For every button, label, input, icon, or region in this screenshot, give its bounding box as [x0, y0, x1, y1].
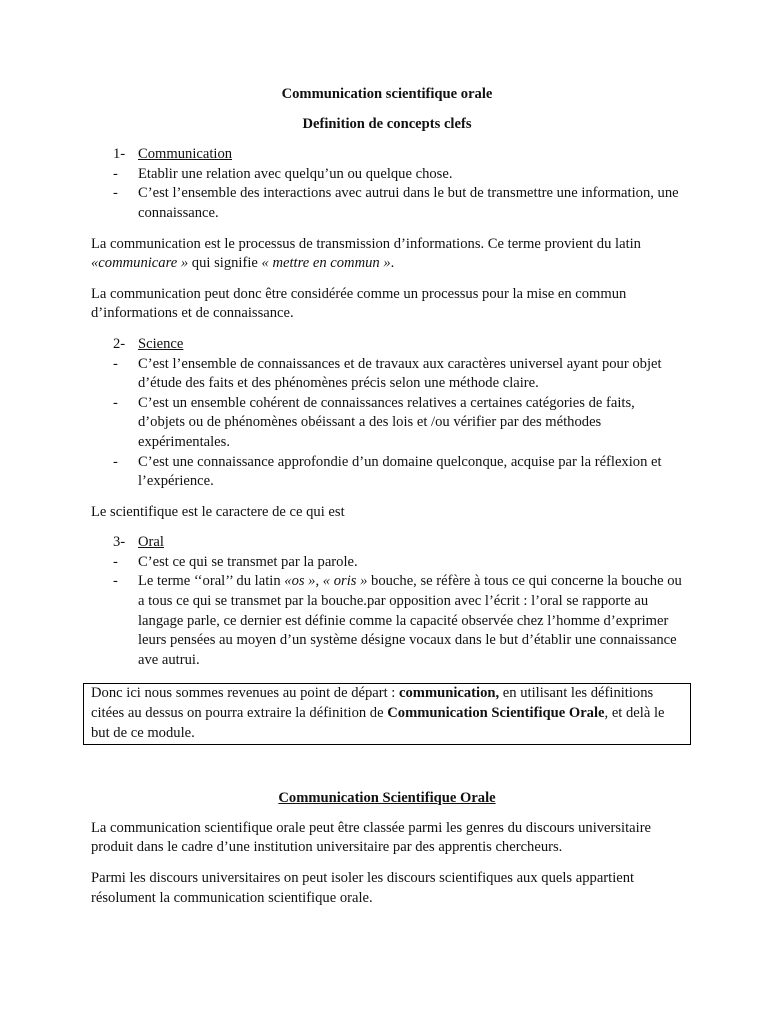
- text-run: , et delà le but de ce module.: [91, 705, 665, 741]
- text-run-italic: « oris »: [322, 573, 368, 590]
- text-run: Donc ici nous sommes revenues au point de départ :: [91, 685, 400, 702]
- text-run-italic: « mettre en commun »: [261, 255, 391, 272]
- section-heading-oral: [113, 533, 683, 553]
- list-item: - Etablir une relation avec quelqu’un ou quelque chose.: [91, 165, 683, 185]
- text-run: ,: [315, 573, 323, 590]
- list-item: - C’est une connaissance approfondie d’un domaine quelconque, acquise par la réflexion et l’expérience.: [91, 453, 683, 492]
- communication-definition-list: [91, 165, 683, 224]
- text-run: qui signifie: [188, 255, 262, 272]
- summary-box: [83, 683, 691, 745]
- section-heading-communication: [113, 145, 683, 165]
- section-number: 3-: [113, 534, 126, 551]
- list-item: - C’est un ensemble cohérent de connaissances relatives a certaines catégories de faits, d’objets ou de phénomènes obéissant a des lois et /ou vérifier par des méthodes expérimentales.: [91, 394, 683, 453]
- list-item: - C’est l’ensemble des interactions avec autrui dans le but de transmettre une information, une connaissance.: [91, 184, 683, 223]
- paragraph-scientifique: Le scientifique est le caractere de ce qui est: [91, 503, 345, 520]
- science-definition-list: [91, 355, 683, 492]
- text-run-italic: «os »: [284, 573, 316, 590]
- section-heading-science: [113, 335, 683, 355]
- paragraph-communication-etymology: [91, 235, 683, 274]
- text-run-italic: «communicare »: [91, 255, 189, 272]
- document-body: [91, 85, 683, 908]
- section-number: 1-: [113, 146, 126, 163]
- text-run-bold: Communication Scientifique Orale: [387, 705, 605, 722]
- text-run: bouche, se réfère à tous ce qui concerne la bouche ou a tous ce qui se transmet par la bouche.par opposition avec l’écrit : l’oral se rapporte au langage parle, ce dernier est définie comme la capacité observée chez l’homme d’exprimer leurs pensées au moyen d’un système désigne vocaux dans le but d’établir une connaissance ave autrui.: [138, 573, 682, 668]
- text-run-bold: communication,: [399, 685, 500, 702]
- list-item: - C’est ce qui se transmet par la parole.: [91, 553, 683, 573]
- list-item: [91, 572, 683, 670]
- document-subtitle: Definition de concepts clefs: [302, 115, 472, 132]
- section-heading-label: Communication: [138, 146, 233, 163]
- section-title-communication-scientifique-orale: Communication Scientifique Orale: [278, 790, 496, 807]
- text-run: La communication est le processus de transmission d’informations. Ce terme provient du latin: [91, 235, 641, 252]
- text-run: .: [390, 255, 395, 272]
- paragraph-communication-process: La communication peut donc être considérée comme un processus pour la mise en commun d’informations et de connaissance.: [91, 285, 627, 322]
- text-run: en utilisant les définitions citées au dessus on pourra extraire la définition de: [91, 685, 654, 722]
- section-heading-label: Science: [138, 335, 184, 352]
- paragraph-genres-discours: La communication scientifique orale peut être classée parmi les genres du discours universitaire produit dans le cadre d’une institution universitaire par des apprentis chercheurs.: [91, 819, 652, 856]
- section-heading-label: Oral: [138, 534, 164, 551]
- document-title: Communication scientifique orale: [281, 86, 493, 102]
- text-run: Le terme ‘‘oral’’ du latin: [138, 573, 285, 590]
- paragraph-discours-universitaires: Parmi les discours universitaires on peut isoler les discours scientifiques aux quels appartient résolument la communication scientifique orale.: [91, 870, 635, 906]
- oral-definition-list: [91, 553, 683, 671]
- section-number: 2-: [113, 335, 126, 352]
- list-item: - C’est l’ensemble de connaissances et de travaux aux caractères universel ayant pour objet d’étude des faits et des phénomènes précis selon une méthode claire.: [91, 355, 683, 394]
